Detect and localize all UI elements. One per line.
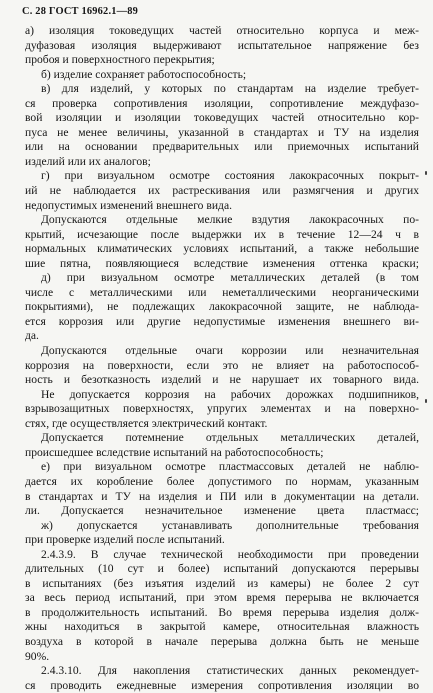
- text-line: в) для изделий, у которых по стандартам на изделие требует-: [41, 82, 419, 96]
- text-line: б) изделие сохраняет работоспособность;: [41, 67, 247, 81]
- document-body: [25, 24, 419, 693]
- text-line: в продолжительность испытаний. Во время перерыва изделия долж-: [25, 605, 419, 619]
- text-line: взрывозащитных поверхностях, упругих элементах и на поверхно-: [25, 402, 419, 416]
- text-line: д) при визуальном осмотре металлических деталей (в том: [41, 271, 419, 285]
- text-line: в стандартах и ТУ на изделия и ПИ или в документации на детали.: [25, 489, 419, 503]
- text-line: воздуха в которой в начале перерыва должна быть не меньше: [25, 634, 419, 648]
- text-line: покрытиями), не подлежащих лакокрасочной защите, не наблюда-: [25, 300, 419, 314]
- text-line: вой изоляции и изоляции токоведущих частей относительно кор-: [25, 111, 419, 125]
- text-line: ся проводить ежедневные измерения сопротивления изоляции во: [25, 678, 419, 692]
- text-line: изделий или их аналогов;: [25, 154, 151, 168]
- text-line: дается их коробление более допустимого по нормам, указанным: [25, 474, 419, 488]
- text-line: пробоя и поверхностного перекрытия;: [25, 53, 215, 67]
- scan-speck: [425, 399, 427, 403]
- text-line: жны находиться в закрытой камере, относительная влажность: [25, 620, 419, 634]
- text-line: ий не наблюдается их растрескивания или размягчения и других: [25, 184, 419, 198]
- page-header: С. 28 ГОСТ 16962.1—89: [22, 6, 139, 17]
- text-line: да.: [25, 329, 39, 343]
- text-line: ся проверка сопротивления изоляции, сопротивление междуфазо-: [25, 96, 419, 110]
- text-line: 2.4.3.10. Для накопления статистических данных рекомендует-: [41, 664, 419, 678]
- text-line: стях, где осуществляется электрический контакт.: [25, 416, 268, 430]
- text-line: недопустимых изменений внешнего вида.: [25, 198, 232, 212]
- text-line: за весь период испытаний, при этом время перерыва не включается: [25, 591, 419, 605]
- text-line: ли. Допускается незначительное изменение цвета пластмасс;: [25, 504, 419, 518]
- text-line: коррозия на поверхности, если это не влияет на работоспособ-: [25, 358, 419, 372]
- text-line: в испытаниях (без изъятия изделий из камеры) не более 2 сут: [25, 576, 419, 590]
- text-line: 90%.: [25, 649, 50, 663]
- text-line: длительных (10 сут и более) испытаний допускаются перерывы: [25, 562, 419, 576]
- text-line: ж) допускается устанавливать дополнительные требования: [41, 518, 419, 532]
- text-line: е) при визуальном осмотре пластмассовых деталей не наблю-: [41, 460, 419, 474]
- text-line: Не допускается коррозия на рабочих дорожках подшипников,: [41, 387, 419, 401]
- text-line: г) при визуальном осмотре состояния лакокрасочных покрыт-: [41, 169, 419, 183]
- scan-speck: [425, 171, 427, 175]
- text-line: крытий, исчезающие после выдержки их в течение 12—24 ч в: [25, 227, 419, 241]
- text-line: числе с металлическими или неметаллическими неорганическими: [25, 285, 419, 299]
- text-line: нормальных климатических условиях испытаний, а также небольшие: [25, 242, 419, 256]
- text-line: шие пятна, появляющиеся вследствие изменения оттенка краски;: [25, 256, 419, 270]
- text-line: пуса не менее величины, указанной в стандартах и ТУ на изделия: [25, 125, 419, 139]
- text-line: Допускаются отдельные мелкие вздутия лакокрасочных по-: [41, 213, 419, 227]
- text-line: или на основании предварительных или приемочных испытаний: [25, 140, 419, 154]
- text-line: ность и безотказность изделий и не нарушает их товарного вида.: [25, 373, 419, 387]
- text-line: дуфазовая изоляция выдерживают испытательное напряжение без: [25, 38, 419, 52]
- text-line: при проверке изделий после испытаний.: [25, 533, 225, 547]
- text-line: Допускается потемнение отдельных металлических деталей,: [41, 431, 419, 445]
- text-line: ется коррозия или другие недопустимые изменения внешнего ви-: [25, 314, 419, 328]
- text-line: а) изоляция токоведущих частей относительно корпуса и меж-: [25, 24, 419, 37]
- text-line: 2.4.3.9. В случае технической необходимости при проведении: [41, 547, 419, 561]
- text-line: происшедшее вследствие испытаний на работоспособность;: [25, 445, 324, 459]
- text-line: Допускаются отдельные очаги коррозии или незначительная: [41, 344, 419, 358]
